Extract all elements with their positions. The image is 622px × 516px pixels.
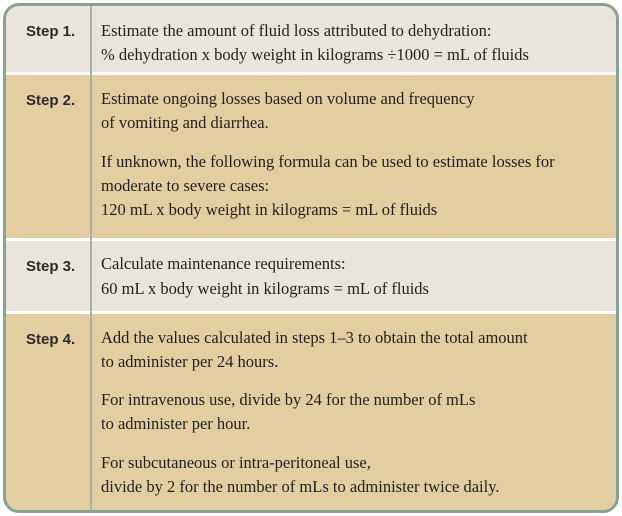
step-1-label: Step 1.	[26, 23, 76, 40]
step-4-label: Step 4.	[26, 331, 76, 348]
step-4-line-3: For intravenous use, divide by 24 for the number of mLs	[101, 390, 476, 409]
step-4-line-1: Add the values calculated in steps 1–3 to obtain the total amount	[101, 328, 528, 347]
step-4-line-4: to administer per hour.	[101, 414, 251, 433]
step-3-label: Step 3.	[26, 258, 76, 275]
step-2-line-4: moderate to severe cases:	[101, 176, 270, 195]
step-4-line-5: For subcutaneous or intra-peritoneal use,	[101, 453, 371, 472]
step-3-line-1: Calculate maintenance requirements:	[101, 254, 346, 273]
step-2-label: Step 2.	[26, 92, 76, 109]
fluid-therapy-table	[3, 3, 619, 513]
column-divider	[90, 6, 92, 510]
step-2-line-3: If unknown, the following formula can be used to estimate losses for	[101, 152, 555, 171]
step-2-line-2: of vomiting and diarrhea.	[101, 113, 269, 132]
step-4-row	[6, 314, 616, 510]
step-1-line-2: % dehydration x body weight in kilograms ÷1000 = mL of fluids	[101, 45, 529, 64]
step-1-row	[6, 6, 616, 72]
step-4-line-6: divide by 2 for the number of mLs to administer twice daily.	[101, 477, 500, 496]
step-3-line-2: 60 mL x body weight in kilograms = mL of fluids	[101, 279, 429, 298]
step-3-row	[6, 241, 616, 311]
step-1-line-1: Estimate the amount of fluid loss attributed to dehydration:	[101, 21, 492, 40]
step-4-line-2: to administer per 24 hours.	[101, 352, 279, 371]
step-2-line-5: 120 mL x body weight in kilograms = mL of fluids	[101, 200, 438, 219]
step-2-line-1: Estimate ongoing losses based on volume and frequency	[101, 89, 475, 108]
step-2-row	[6, 75, 616, 238]
